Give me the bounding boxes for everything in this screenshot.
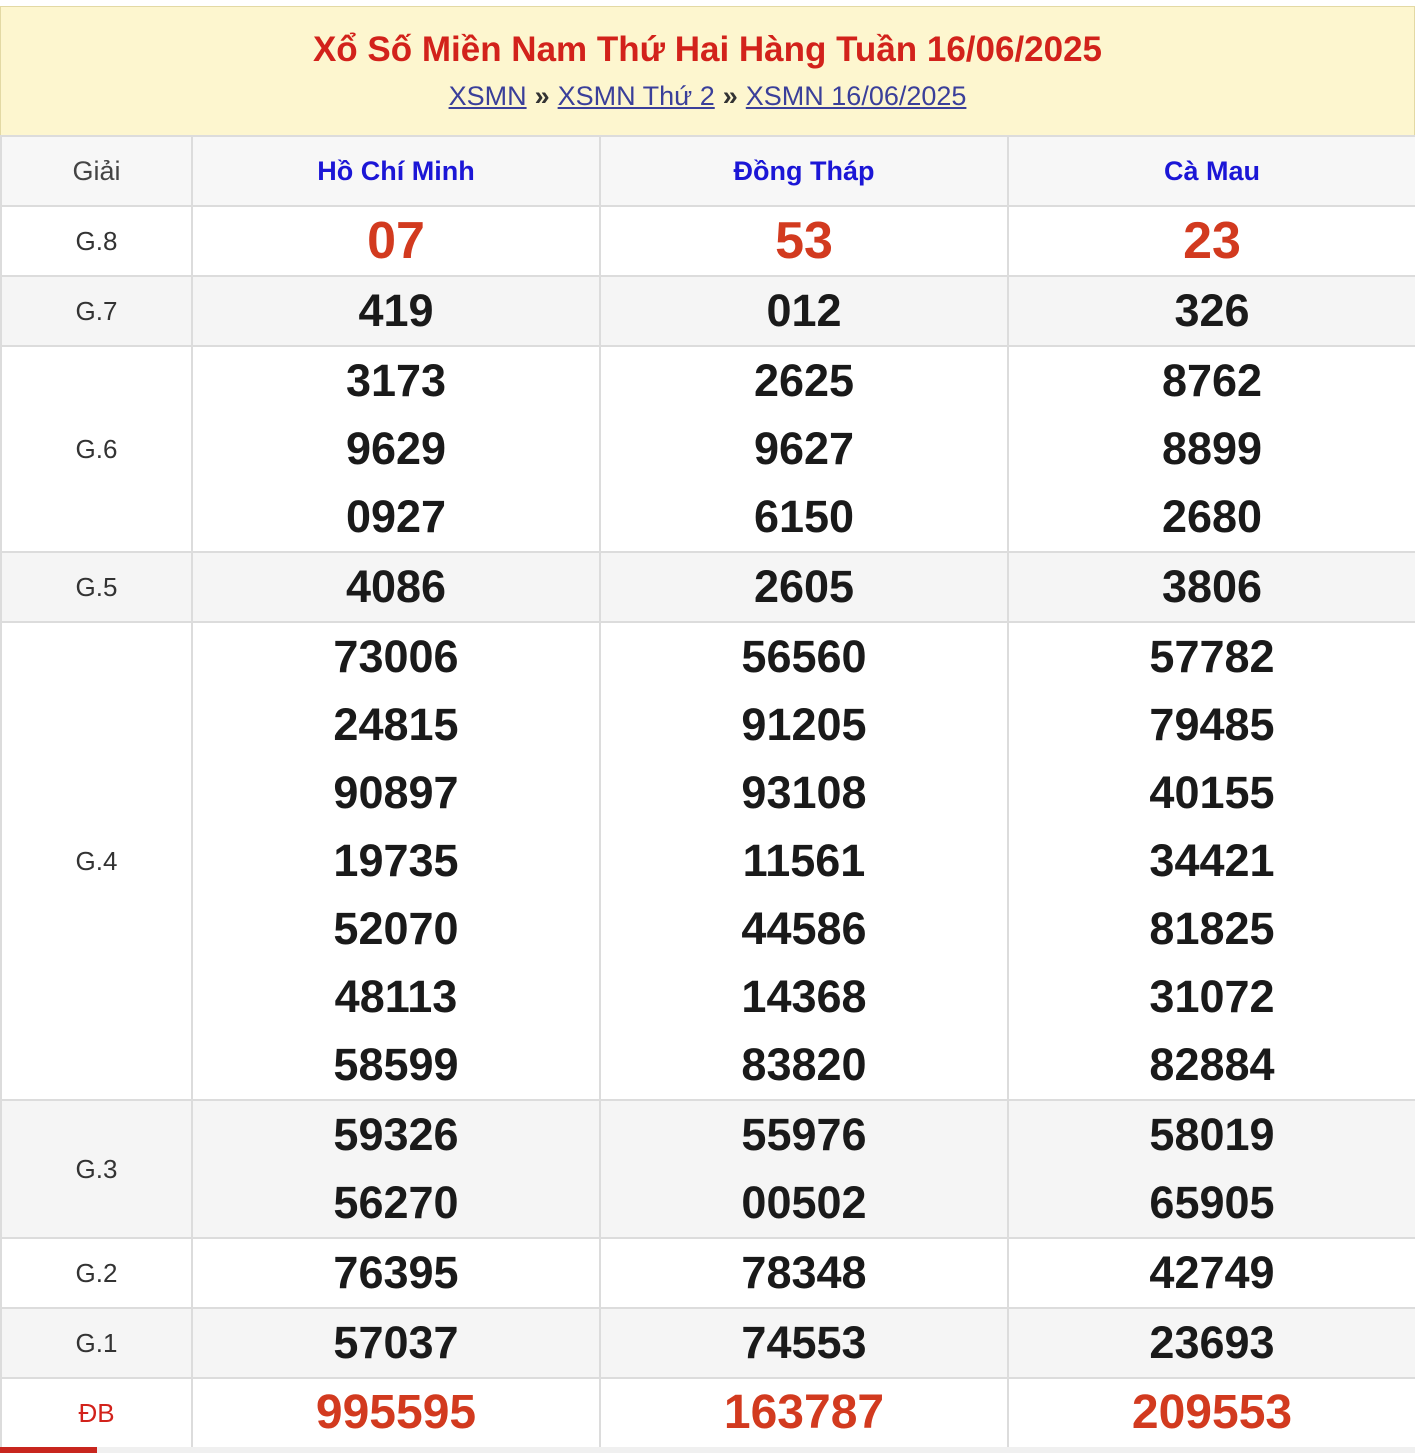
prize-number: 44586 xyxy=(741,903,867,954)
prize-number: 0927 xyxy=(345,491,447,542)
prize-number: 74553 xyxy=(741,1317,867,1368)
prize-label: G.2 xyxy=(1,1238,192,1308)
prize-number: 93108 xyxy=(741,767,867,818)
prize-number: 58599 xyxy=(333,1039,459,1090)
prize-number: 55976 xyxy=(741,1109,867,1160)
prize-number: 83820 xyxy=(741,1039,867,1090)
results-table xyxy=(0,135,1415,1449)
result-cell xyxy=(600,1378,1008,1448)
result-cell xyxy=(600,622,1008,1100)
prize-number: 2680 xyxy=(1161,491,1263,542)
table-row xyxy=(1,552,1415,622)
prize-number: 23 xyxy=(1183,212,1241,270)
prize-label: G.3 xyxy=(1,1100,192,1238)
result-cell xyxy=(600,552,1008,622)
prize-number: 81825 xyxy=(1149,903,1275,954)
special-prize-number: 209553 xyxy=(1131,1386,1293,1439)
result-cell xyxy=(1008,276,1415,346)
prize-number: 42749 xyxy=(1149,1247,1275,1298)
prize-number: 59326 xyxy=(333,1109,459,1160)
prize-number: 58019 xyxy=(1149,1109,1275,1160)
result-cell xyxy=(600,1238,1008,1308)
result-cell xyxy=(1008,206,1415,276)
prize-number: 65905 xyxy=(1149,1177,1275,1228)
prize-number: 2625 xyxy=(753,355,855,406)
page-title: Xổ Số Miền Nam Thứ Hai Hàng Tuần 16/06/2025 xyxy=(312,30,1103,69)
breadcrumb-separator: » xyxy=(534,81,550,111)
prize-number: 419 xyxy=(358,285,434,336)
result-cell xyxy=(192,1308,600,1378)
prize-label: G.5 xyxy=(1,552,192,622)
prize-number: 9627 xyxy=(753,423,855,474)
results-header xyxy=(0,6,1415,135)
table-row xyxy=(1,1238,1415,1308)
prize-number: 14368 xyxy=(741,971,867,1022)
prize-label: G.8 xyxy=(1,206,192,276)
prize-number: 07 xyxy=(367,212,425,270)
prize-number: 76395 xyxy=(333,1247,459,1298)
prize-number: 24815 xyxy=(333,699,459,750)
result-cell xyxy=(600,1100,1008,1238)
breadcrumb-separator: » xyxy=(722,81,738,111)
table-row xyxy=(1,622,1415,1100)
result-cell xyxy=(600,276,1008,346)
prize-number: 82884 xyxy=(1149,1039,1275,1090)
special-prize-number: 163787 xyxy=(723,1386,885,1439)
result-cell xyxy=(192,346,600,552)
prize-number: 2605 xyxy=(753,561,855,612)
province-header-ca-mau[interactable]: Cà Mau xyxy=(1008,136,1415,206)
prize-label: G.4 xyxy=(1,622,192,1100)
prize-number: 31072 xyxy=(1149,971,1275,1022)
prize-column-header: Giải xyxy=(1,136,192,206)
breadcrumb-link-xsmn-thu-2[interactable]: XSMN Thứ 2 xyxy=(557,81,715,111)
prize-number: 23693 xyxy=(1149,1317,1275,1368)
tab-strip xyxy=(0,1447,1415,1453)
prize-number: 90897 xyxy=(333,767,459,818)
prize-number: 79485 xyxy=(1149,699,1275,750)
result-cell xyxy=(1008,1238,1415,1308)
result-cell xyxy=(600,206,1008,276)
result-cell xyxy=(192,622,600,1100)
prize-number: 00502 xyxy=(741,1177,867,1228)
province-header-ho-chi-minh[interactable]: Hồ Chí Minh xyxy=(192,136,600,206)
prize-label: G.1 xyxy=(1,1308,192,1378)
table-header-row xyxy=(1,136,1415,206)
prize-number: 9629 xyxy=(345,423,447,474)
prize-number: 3173 xyxy=(345,355,447,406)
prize-number: 53 xyxy=(775,212,833,270)
prize-number: 19735 xyxy=(333,835,459,886)
special-prize-number: 995595 xyxy=(315,1386,477,1439)
prize-number: 4086 xyxy=(345,561,447,612)
result-cell xyxy=(1008,552,1415,622)
breadcrumb xyxy=(1,80,1414,112)
prize-number: 40155 xyxy=(1149,767,1275,818)
prize-label: G.7 xyxy=(1,276,192,346)
prize-number: 11561 xyxy=(742,835,866,886)
prize-number: 78348 xyxy=(741,1247,867,1298)
breadcrumb-link-xsmn-date[interactable]: XSMN 16/06/2025 xyxy=(745,81,967,111)
result-cell xyxy=(1008,346,1415,552)
prize-number: 6150 xyxy=(753,491,855,542)
prize-number: 52070 xyxy=(333,903,459,954)
result-cell xyxy=(1008,1378,1415,1448)
result-cell xyxy=(1008,622,1415,1100)
prize-label: ĐB xyxy=(1,1378,192,1448)
result-cell xyxy=(192,552,600,622)
table-row xyxy=(1,1378,1415,1448)
prize-number: 57037 xyxy=(333,1317,459,1368)
prize-number: 57782 xyxy=(1149,631,1275,682)
prize-label: G.6 xyxy=(1,346,192,552)
prize-number: 3806 xyxy=(1161,561,1263,612)
province-header-dong-thap[interactable]: Đồng Tháp xyxy=(600,136,1008,206)
table-row xyxy=(1,1308,1415,1378)
result-cell xyxy=(192,1238,600,1308)
active-tab-indicator xyxy=(0,1447,97,1453)
result-cell xyxy=(192,206,600,276)
result-cell xyxy=(192,1378,600,1448)
prize-number: 56560 xyxy=(741,631,867,682)
result-cell xyxy=(600,346,1008,552)
results-body xyxy=(1,206,1415,1448)
result-cell xyxy=(600,1308,1008,1378)
prize-number: 73006 xyxy=(333,631,459,682)
table-row xyxy=(1,206,1415,276)
prize-number: 012 xyxy=(766,285,842,336)
table-row xyxy=(1,346,1415,552)
prize-number: 326 xyxy=(1174,285,1250,336)
result-cell xyxy=(1008,1308,1415,1378)
prize-number: 56270 xyxy=(333,1177,459,1228)
prize-number: 34421 xyxy=(1149,835,1275,886)
prize-number: 91205 xyxy=(741,699,867,750)
result-cell xyxy=(192,1100,600,1238)
result-cell xyxy=(1008,1100,1415,1238)
table-row xyxy=(1,1100,1415,1238)
results-widget xyxy=(0,6,1415,1453)
prize-number: 8899 xyxy=(1161,423,1263,474)
result-cell xyxy=(192,276,600,346)
table-row xyxy=(1,276,1415,346)
prize-number: 48113 xyxy=(334,971,458,1022)
prize-number: 8762 xyxy=(1161,355,1263,406)
breadcrumb-link-xsmn[interactable]: XSMN xyxy=(448,81,527,111)
